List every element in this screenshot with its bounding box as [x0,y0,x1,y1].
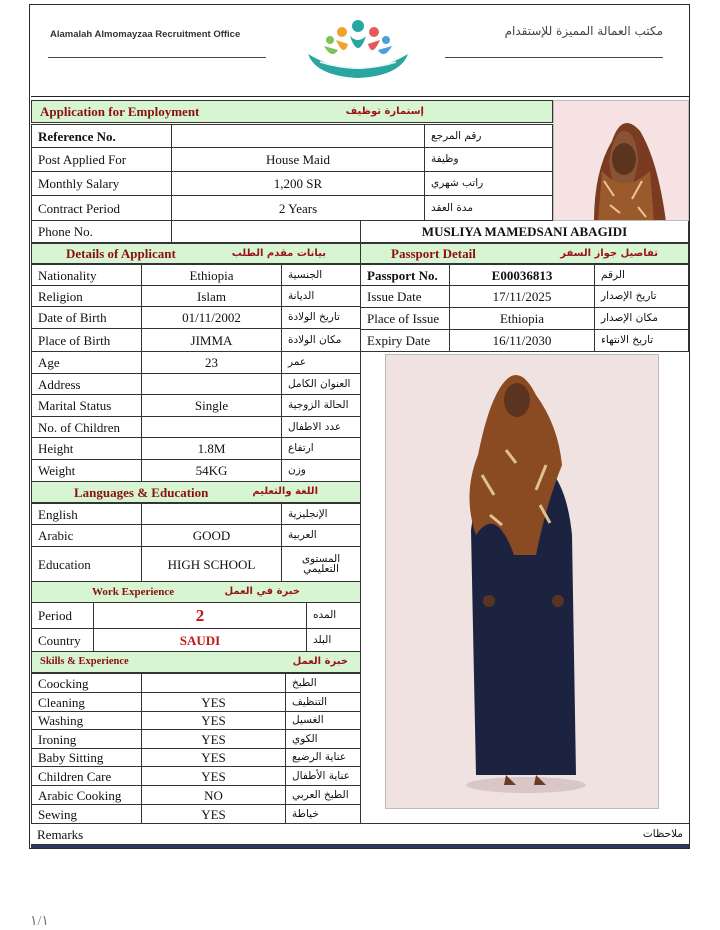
passport-title-ar: تفاصيل جواز السفر [560,247,658,259]
issue-date-label-ar: تاريخ الإصدار [594,285,689,308]
skill-childcare-label-ar: عناية الأطفال [285,766,361,786]
english-value [141,503,282,525]
contract-label: Contract Period [31,195,172,221]
address-label: Address [31,373,142,395]
skill-cooking-label-ar: الطبخ [285,673,361,693]
issue-date-value: 17/11/2025 [449,285,595,308]
languages-title-en: Languages & Education [74,484,209,500]
address-label-ar: العنوان الكامل [281,373,361,395]
skill-cleaning-label: Cleaning [31,692,142,712]
arabic-label: Arabic [31,524,142,547]
height-label-ar: ارتفاع [281,437,361,460]
applicant-name: MUSLIYA MAMEDSANI ABAGIDI [360,220,689,243]
dob-value: 01/11/2002 [141,306,282,329]
skill-ironing-label: Ironing [31,729,142,749]
reference-label-ar: رقم المرجع [424,124,553,148]
age-value: 23 [141,351,282,374]
salary-value: 1,200 SR [171,171,425,196]
skill-ironing-value: YES [141,729,286,749]
skill-sewing-value: YES [141,804,286,824]
skill-babysitting-label-ar: عناية الرضيع [285,748,361,767]
arabic-value: GOOD [141,524,282,547]
skills-title-en: Skills & Experience [40,655,129,667]
pob-value: JIMMA [141,328,282,352]
skill-arabic-cooking-value: NO [141,785,286,805]
skills-header [31,651,361,673]
skill-babysitting-value: YES [141,748,286,767]
period-label-ar: المده [306,602,361,629]
religion-label: Religion [31,285,142,307]
work-title-ar: خبرة في العمل [224,586,300,597]
footer-bar [31,845,689,848]
expiry-date-label: Expiry Date [360,329,450,352]
skill-childcare-label: Children Care [31,766,142,786]
details-header [31,243,361,264]
education-label: Education [31,546,142,582]
marital-label-ar: الحالة الزوجية [281,394,361,417]
skill-arabic-cooking-label: Arabic Cooking [31,785,142,805]
religion-label-ar: الديانة [281,285,361,307]
place-of-issue-value: Ethiopia [449,307,595,330]
education-label-ar: المستوى التعليمي [281,546,361,582]
skill-cleaning-value: YES [141,692,286,712]
header-separator [31,96,689,97]
skill-arabic-cooking-label-ar: الطبخ العربي [285,785,361,805]
children-value [141,416,282,438]
height-value: 1.8M [141,437,282,460]
skill-washing-value: YES [141,711,286,730]
contract-label-ar: مدة العقد [424,195,553,221]
applicant-full-body-photo [385,354,659,809]
skill-ironing-label-ar: الكوي [285,729,361,749]
marital-label: Marital Status [31,394,142,417]
country-value: SAUDI [93,628,307,652]
passport-header [360,243,689,264]
details-title-ar: بيانات مقدم الطلب [231,247,326,259]
issue-date-label: Issue Date [360,285,450,308]
weight-label: Weight [31,459,142,482]
age-label-ar: عمر [281,351,361,374]
country-label: Country [31,628,94,652]
expiry-date-value: 16/11/2030 [449,329,595,352]
skill-cooking-label: Coocking [31,673,142,693]
post-label: Post Applied For [31,147,172,172]
salary-label-ar: راتب شهري [424,171,553,196]
country-label-ar: البلد [306,628,361,652]
passport-no-value: E00036813 [449,264,595,286]
period-label: Period [31,602,94,629]
languages-header [31,481,361,503]
people-group-logo-icon [300,14,416,82]
period-value: 2 [93,602,307,629]
phone-value [171,220,361,243]
pob-label-ar: مكان الولادة [281,328,361,352]
marital-value: Single [141,394,282,417]
pob-label: Place of Birth [31,328,142,352]
page-number: ١/١ [30,914,49,929]
salary-label: Monthly Salary [31,171,172,196]
work-header [31,581,361,603]
skill-childcare-value: YES [141,766,286,786]
dob-label: Date of Birth [31,306,142,329]
weight-value: 54KG [141,459,282,482]
dob-label-ar: تاريخ الولادة [281,306,361,329]
post-label-ar: وظيفة [424,147,553,172]
skill-cooking-value [141,673,286,693]
place-of-issue-label: Place of Issue [360,307,450,330]
office-name-en: Alamalah Almomayzaa Recruitment Office [50,29,241,40]
arabic-label-ar: العربية [281,524,361,547]
skill-cleaning-label-ar: التنظيف [285,692,361,712]
skill-washing-label: Washing [31,711,142,730]
remarks-label-ar: ملاحظات [642,827,683,840]
office-name-ar: مكتب العمالة المميزة للإستقدام [504,24,663,38]
nationality-label-ar: الجنسية [281,264,361,286]
details-title-en: Details of Applicant [66,246,176,261]
work-title-en: Work Experience [92,585,175,598]
address-value [141,373,282,395]
education-value: HIGH SCHOOL [141,546,282,582]
contract-value: 2 Years [171,195,425,221]
english-label: English [31,503,142,525]
age-label: Age [31,351,142,374]
reference-value [171,124,425,148]
remarks-row [31,823,689,845]
weight-label-ar: وزن [281,459,361,482]
post-value: House Maid [171,147,425,172]
applicant-portrait-photo [553,100,689,221]
reference-label: Reference No. [31,124,172,148]
children-label: No. of Children [31,416,142,438]
children-label-ar: عدد الاطفال [281,416,361,438]
skill-babysitting-label: Baby Sitting [31,748,142,767]
place-of-issue-label-ar: مكان الإصدار [594,307,689,330]
languages-title-ar: اللغة والتعليم [252,486,318,497]
skill-sewing-label-ar: خياطة [285,804,361,824]
skill-washing-label-ar: الغسيل [285,711,361,730]
nationality-label: Nationality [31,264,142,286]
application-title-en: Application for Employment [40,104,200,119]
skills-title-ar: خبرة العمل [292,656,348,667]
height-label: Height [31,437,142,460]
passport-title-en: Passport Detail [391,246,476,261]
nationality-value: Ethiopia [141,264,282,286]
header-underline-left [48,57,266,58]
expiry-date-label-ar: تاريخ الانتهاء [594,329,689,352]
religion-value: Islam [141,285,282,307]
remarks-label: Remarks [37,826,84,842]
skill-sewing-label: Sewing [31,804,142,824]
application-title-ar: إستمارة توظيف [345,105,424,117]
passport-no-label-ar: الرقم [594,264,689,286]
phone-label: Phone No. [31,220,172,243]
english-label-ar: الإنجليزية [281,503,361,525]
header-underline-right [445,57,663,58]
application-header [31,100,553,123]
passport-no-label: Passport No. [360,264,450,286]
